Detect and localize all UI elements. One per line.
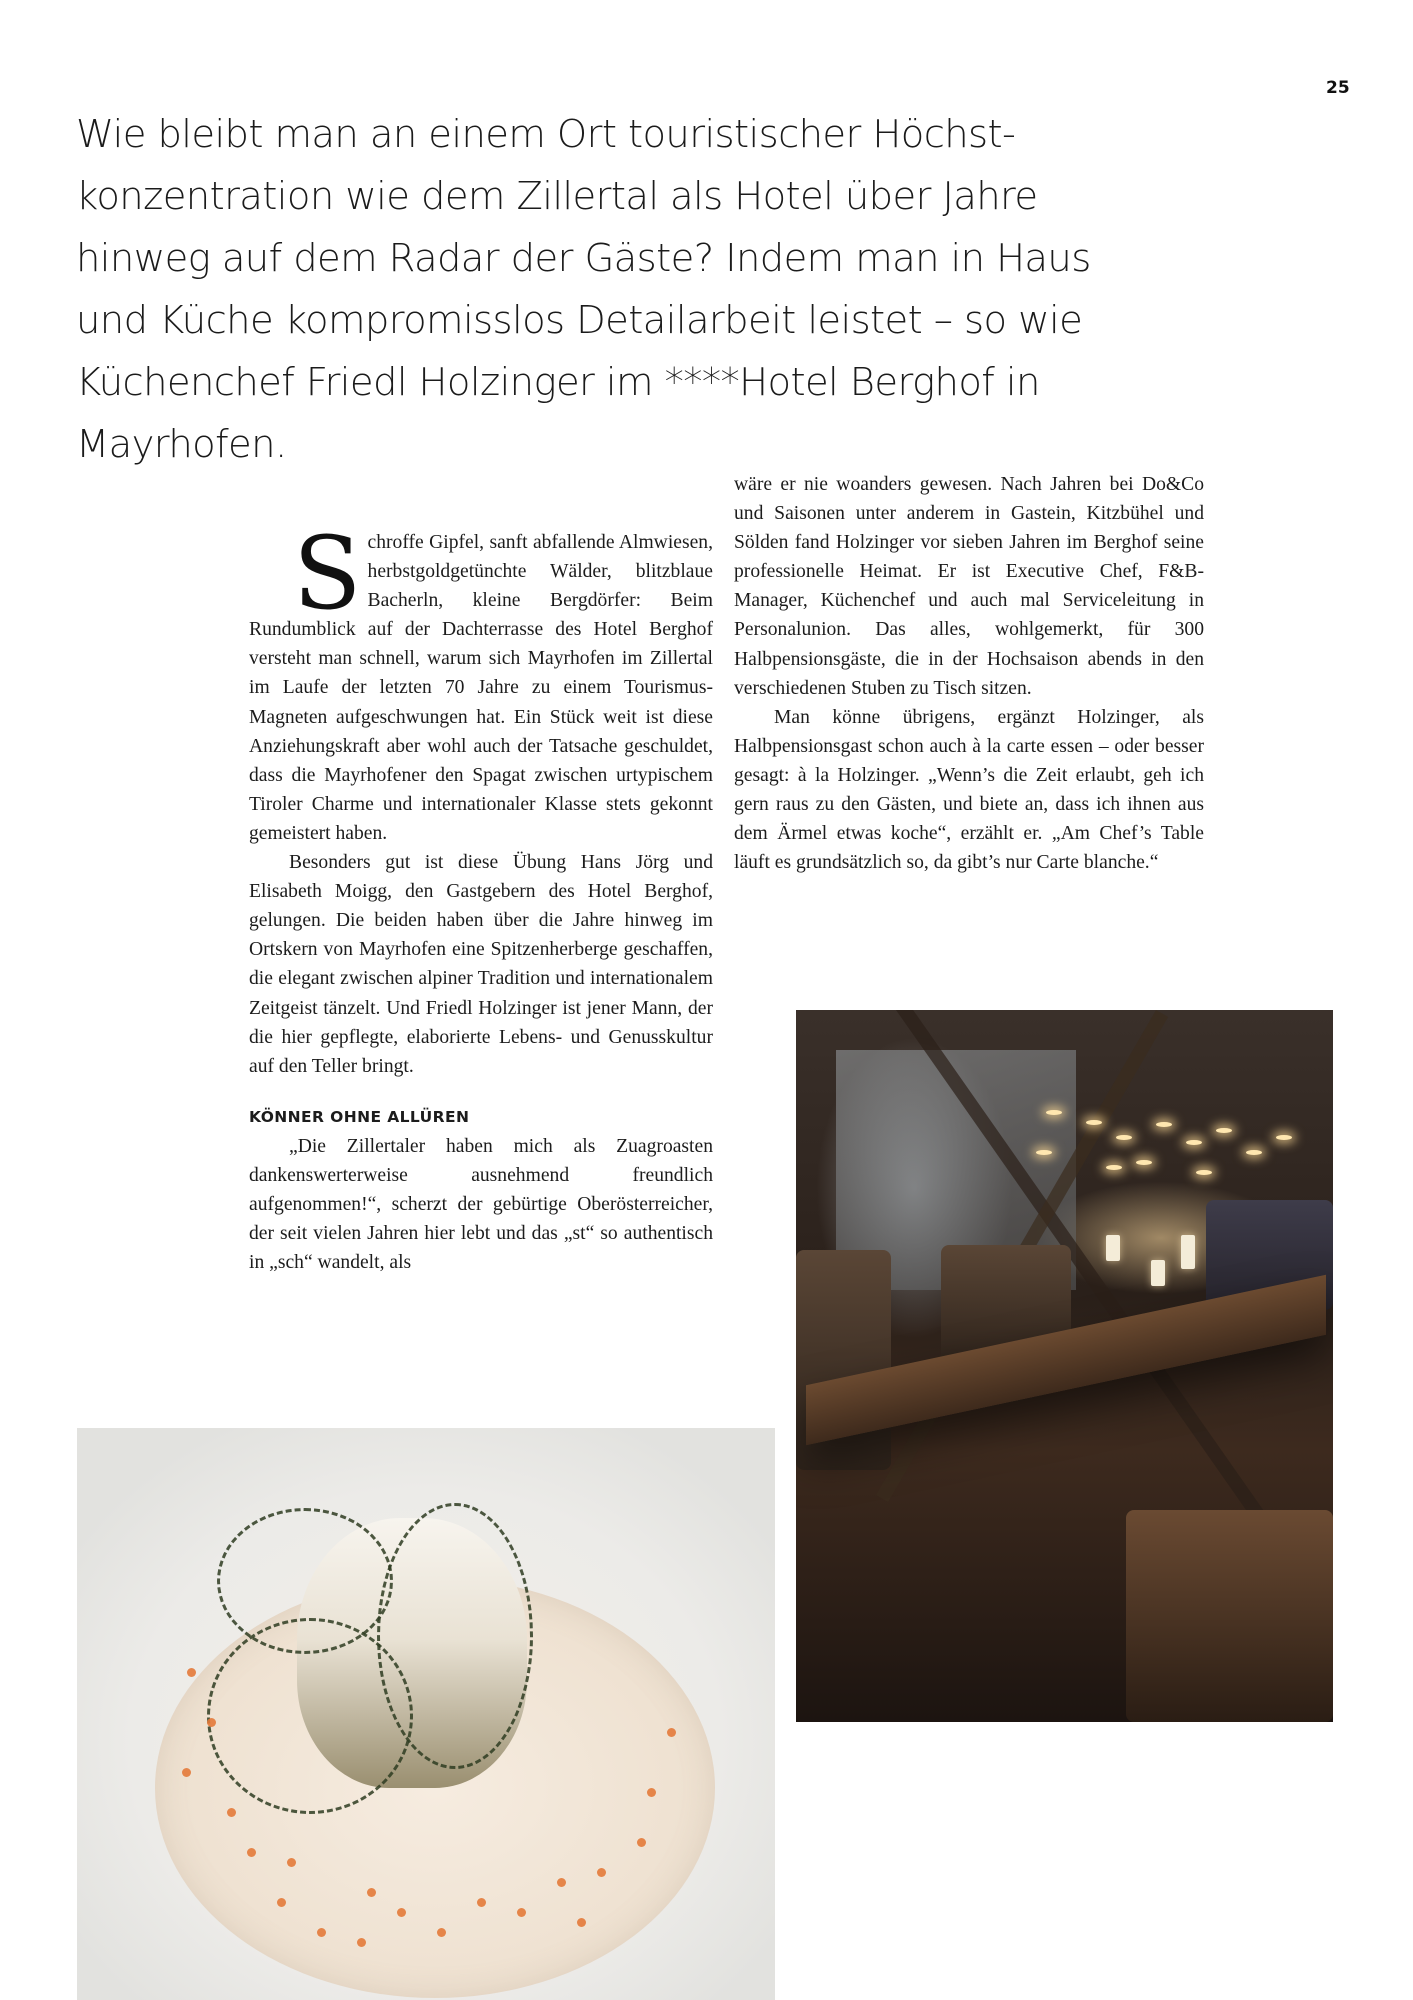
roe-dot: [517, 1908, 526, 1917]
roe-dot: [477, 1898, 486, 1907]
intro-line: und Küche kompromisslos Detailarbeit leistet – so wie: [76, 298, 1083, 343]
intro-lede: [76, 104, 1091, 476]
pendant-lamp-icon: [1086, 1120, 1102, 1125]
section-subheading: KÖNNER OHNE ALLÜREN: [249, 1107, 470, 1126]
roe-dot: [317, 1928, 326, 1937]
article-column-right: [734, 470, 1204, 877]
intro-line: konzentration wie dem Zillertal als Hotel über Jahre: [76, 174, 1038, 219]
pendant-lamp-icon: [1186, 1140, 1202, 1145]
paragraph: „Die Zillertaler haben mich als Zuagroasten dankenswerterweise ausnehmend freundlich aufgenommen!“, scherzt der gebürtige Oberösterreicher, der seit vielen Jahren hier lebt und das „st“ so authentisch in „sch“ wandelt, als: [249, 1135, 713, 1274]
paragraph: Man könne übrigens, ergänzt Holzinger, als Halbpensionsgast schon auch à la carte essen – oder besser gesagt: à la Holzinger. „Wenn’s die Zeit erlaubt, geh ich gern raus zu den Gästen, und biete an, dass ich ihnen aus dem Ärmel etwas koche“, erzählt er. „Am Chef’s Table läuft es grundsätzlich so, da gibt’s nur Carte blanche.“: [734, 706, 1204, 874]
pendant-lamp-icon: [1106, 1165, 1122, 1170]
pendant-lamp-icon: [1276, 1135, 1292, 1140]
roe-dot: [667, 1728, 676, 1737]
page-number: 25: [1326, 78, 1350, 98]
roe-dot: [287, 1858, 296, 1867]
roe-dot: [207, 1718, 216, 1727]
roe-dot: [182, 1768, 191, 1777]
paragraph: Besonders gut ist diese Übung Hans Jörg und Elisabeth Moigg, den Gastgebern des Hotel Berghof, gelungen. Die beiden haben über die Jahre hinweg im Ortskern von Mayrhofen eine Spitzenherberge geschaffen, die elegant zwischen alpiner Tradition und internationalem Zeitgeist tänzelt. Und Friedl Holzinger ist jener Mann, der die hier gepflegte, elaborierte Lebens- und Genusskultur auf den Teller bringt.: [249, 852, 713, 1077]
pendant-lamp-icon: [1116, 1135, 1132, 1140]
paragraph-text: chroffe Gipfel, sanft abfallende Almwiesen, herbstgoldgetünchte Wälder, blitzblaue Bacherln, kleine Bergdörfer: Beim Rundumblick auf der Dachterrasse des Hotel Berghof versteht man schnell, warum sich Mayrhofen im Zillertal im Laufe der letzten 70 Jahre zu einem Tourismus-Magneten aufgeschwungen hat. Ein Stück weit ist diese Anziehungskraft aber wohl auch der Tatsache geschuldet, dass die Mayrhofener den Spagat zwischen urtypischem Tiroler Charme und internationaler Klasse stets gekonnt gemeistert haben.: [249, 532, 713, 844]
dining-room-photo: [796, 1010, 1333, 1722]
pendant-lamp-icon: [1136, 1160, 1152, 1165]
paragraph: wäre er nie woanders gewesen. Nach Jahren bei Do&Co und Saisonen unter anderem in Gastein, Kitzbühel und Sölden fand Holzinger vor sieben Jahren im Berghof seine professionelle Heimat. Er ist Executive Chef, F&B-Manager, Küchenchef und auch mal Serviceleitung in Personalunion. Das alles, wohlgemerkt, für 300 Halbpensionsgäste, die in der Hochsaison abends in den verschiedenen Stuben zu Tisch sitzen.: [734, 474, 1204, 699]
roe-dot: [397, 1908, 406, 1917]
roe-dot: [437, 1928, 446, 1937]
pendant-lamp-icon: [1156, 1122, 1172, 1127]
chair-shape: [1126, 1510, 1333, 1722]
roe-dot: [227, 1808, 236, 1817]
roe-dot: [187, 1668, 196, 1677]
roe-dot: [557, 1878, 566, 1887]
roe-dot: [577, 1918, 586, 1927]
roe-dot: [367, 1888, 376, 1897]
intro-line: Wie bleibt man an einem Ort touristischer Höchst-: [76, 112, 1016, 157]
candle-icon: [1151, 1260, 1165, 1286]
intro-line: Mayrhofen.: [76, 422, 287, 467]
pendant-lamp-icon: [1046, 1110, 1062, 1115]
dill-garnish-icon: [207, 1618, 413, 1814]
paragraph: [249, 515, 713, 848]
drop-cap: S: [293, 515, 362, 632]
roe-dot: [647, 1788, 656, 1797]
roe-dot: [597, 1868, 606, 1877]
roe-dot: [637, 1838, 646, 1847]
intro-line: hinweg auf dem Radar der Gäste? Indem man in Haus: [76, 236, 1091, 281]
intro-line: Küchenchef Friedl Holzinger im ****Hotel Berghof in: [76, 360, 1040, 405]
article-column-left: [249, 515, 713, 1277]
pendant-lamp-icon: [1246, 1150, 1262, 1155]
roe-dot: [277, 1898, 286, 1907]
pendant-lamp-icon: [1036, 1150, 1052, 1155]
candle-icon: [1181, 1235, 1195, 1269]
roe-dot: [357, 1938, 366, 1947]
pendant-lamp-icon: [1216, 1128, 1232, 1133]
roe-dot: [247, 1848, 256, 1857]
dish-photo: [77, 1428, 775, 2000]
pendant-lamp-icon: [1196, 1170, 1212, 1175]
candle-icon: [1106, 1235, 1120, 1261]
